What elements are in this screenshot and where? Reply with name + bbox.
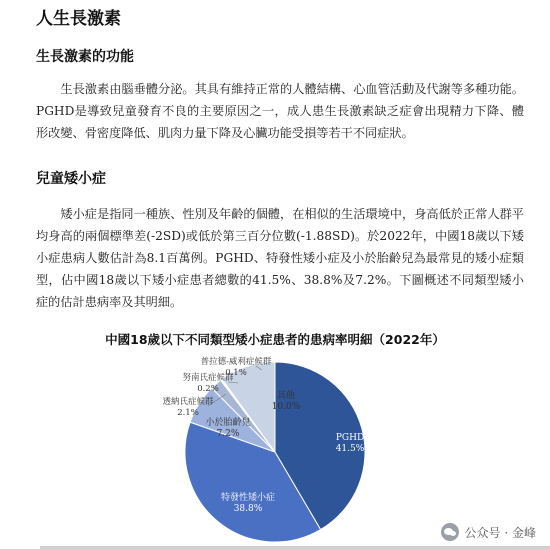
paragraph-gh-function: 生長激素由腦垂體分泌。其具有維持正常的人體結構、心血管活動及代謝等多種功能。PGHD是導致兒童發育不良的主要原因之一，成人患生長激素缺乏症會出現精力下降、體形改變、骨密度降低、肌肉力量下降及心臟功能受損等若干不同症狀。 [36, 82, 524, 140]
wechat-icon [441, 523, 459, 541]
slice-label-name-4: 努南氏症候群 [182, 373, 234, 383]
slice-label-value-3: 2.1% [177, 408, 199, 418]
slice-label-value-5: 0.1% [225, 368, 247, 378]
page-title: 人生長激素 [36, 9, 121, 29]
slice-label-name-2: 小於胎齡兒 [205, 418, 251, 428]
section-heading-gh-function: 生長激素的功能 [36, 49, 134, 65]
slice-label-value-2: 7.2% [216, 429, 240, 439]
slice-label-value-0: 41.5% [335, 444, 365, 454]
slice-label-name-3: 透納氏症候群 [162, 397, 214, 407]
paragraph-short-stature: 矮小症是指同一種族、性別及年齡的個體，在相似的生活環境中，身高低於正常人群平均身高的兩個標準差(-2SD)或低於第三百分位數(-1.88SD)。於2022年，中國18歲以下矮小症患病人數估計為8.1百萬例。PGHD、特發性矮小症及小於胎齡兒為最常見的矮小症類型，佔中國18歲以下矮小症患者總數的41.5%、38.8%及7.2%。下圖概述不同類型矮小症的估計患病率及其明細。 [36, 207, 524, 309]
slice-label-name-0: PGHD [335, 433, 365, 443]
slice-label-value-1: 38.8% [233, 504, 263, 514]
watermark [441, 523, 536, 541]
watermark-text: 公众号 · 金峰 [464, 525, 536, 540]
slice-label-value-4: 0.2% [197, 384, 219, 394]
section-heading-short-stature: 兒童矮小症 [36, 171, 106, 187]
slice-label-name-6: 其他 [276, 391, 296, 401]
slice-label-value-6: 10.0% [271, 402, 301, 412]
chart-title: 中國18歲以下不同類型矮小症患者的患病率明細（2022年） [105, 332, 445, 347]
slice-label-name-1: 特發性矮小症 [220, 493, 276, 503]
slice-label-name-5: 普拉德-威利症候群 [200, 357, 272, 367]
